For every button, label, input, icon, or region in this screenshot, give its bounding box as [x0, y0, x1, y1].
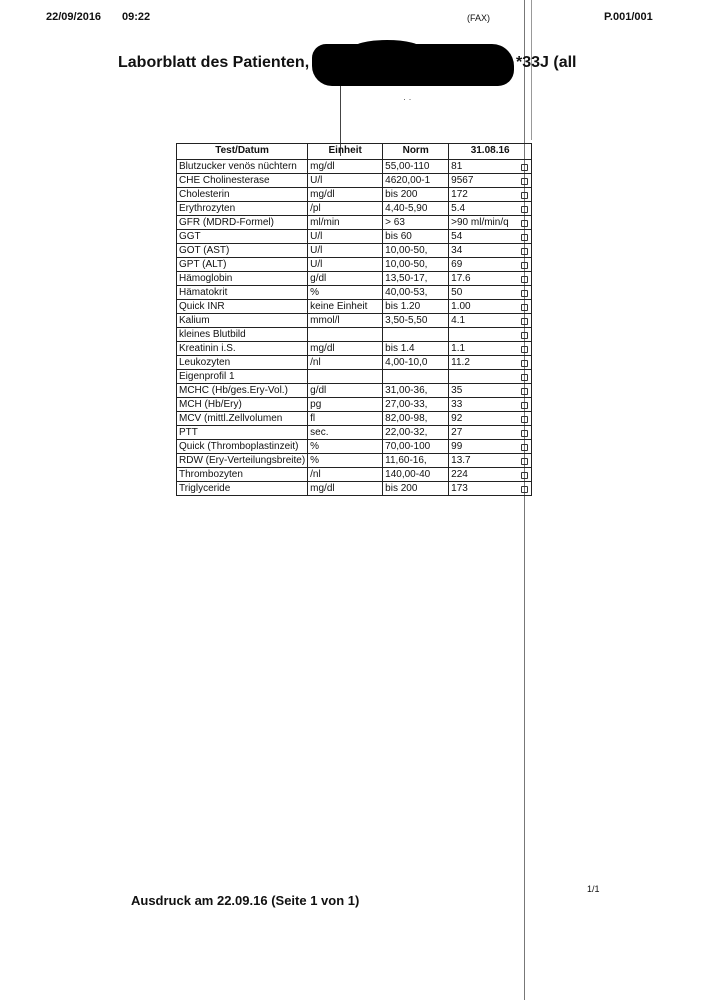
test-name-cell	[177, 370, 308, 384]
norm-cell	[383, 160, 449, 174]
value-cell	[449, 286, 532, 300]
fax-date: 22/09/2016	[46, 11, 102, 23]
value-cell-text: 224	[451, 469, 468, 480]
unit-cell-text: mg/dl	[310, 343, 335, 354]
table-row	[177, 412, 532, 426]
unit-cell-text: U/l	[310, 245, 323, 256]
unit-cell-text: keine Einheit	[310, 301, 368, 312]
document-title: Laborblatt des Patienten,	[118, 54, 310, 71]
test-name-cell	[177, 440, 308, 454]
norm-cell	[383, 174, 449, 188]
unit-cell-text: pg	[310, 399, 322, 410]
column-header-test: Test/Datum	[177, 144, 308, 160]
unit-cell	[308, 468, 383, 482]
unit-cell	[308, 160, 383, 174]
value-cell-text: 17.6	[451, 273, 471, 284]
value-cell-text: 33	[451, 399, 463, 410]
value-cell-text: >90 ml/min/q	[451, 217, 509, 228]
table-row	[177, 272, 532, 286]
checkbox-mark-icon	[521, 444, 528, 451]
table-row	[177, 342, 532, 356]
value-cell-text: 81	[451, 161, 463, 172]
unit-cell	[308, 258, 383, 272]
table-row	[177, 482, 532, 496]
value-cell	[449, 160, 532, 174]
norm-cell	[383, 440, 449, 454]
test-name-cell	[177, 244, 308, 258]
value-cell-text: 27	[451, 427, 463, 438]
test-name-cell	[177, 412, 308, 426]
table-row	[177, 426, 532, 440]
value-cell-text: 11.2	[451, 357, 470, 368]
table-row	[177, 230, 532, 244]
checkbox-mark-icon	[521, 262, 528, 269]
value-cell-text: 1.1	[451, 343, 466, 354]
unit-cell-text: /pl	[310, 203, 321, 214]
test-name-cell	[177, 328, 308, 342]
test-name-cell	[177, 202, 308, 216]
checkbox-mark-icon	[521, 192, 528, 199]
value-cell	[449, 328, 532, 342]
norm-cell	[383, 202, 449, 216]
norm-cell	[383, 314, 449, 328]
test-name-cell-text: Hämatokrit	[179, 287, 228, 298]
test-name-cell-text: Quick (Thromboplastinzeit)	[179, 441, 299, 452]
test-name-cell-text: Kreatinin i.S.	[179, 343, 236, 354]
checkbox-mark-icon	[521, 276, 528, 283]
test-name-cell	[177, 230, 308, 244]
test-name-cell-text: GFR (MDRD-Formel)	[179, 217, 274, 228]
table-row	[177, 244, 532, 258]
checkbox-mark-icon	[521, 458, 528, 465]
table-row	[177, 454, 532, 468]
test-name-cell-text: GGT	[179, 231, 201, 242]
test-name-cell-text: Hämoglobin	[179, 273, 233, 284]
page-count: 1/1	[587, 884, 600, 894]
unit-cell-text: mg/dl	[310, 161, 335, 172]
value-cell	[449, 370, 532, 384]
test-name-cell-text: Quick INR	[179, 301, 225, 312]
norm-cell-text: 27,00-33,	[385, 399, 428, 410]
norm-cell-text: > 63	[385, 217, 405, 228]
unit-cell	[308, 188, 383, 202]
norm-cell	[383, 272, 449, 286]
test-name-cell	[177, 160, 308, 174]
norm-cell-text: 4,00-10,0	[385, 357, 428, 368]
unit-cell	[308, 202, 383, 216]
unit-cell-text: sec.	[310, 427, 329, 438]
table-row	[177, 356, 532, 370]
norm-cell	[383, 398, 449, 412]
norm-cell-text: 82,00-98,	[385, 413, 428, 424]
unit-cell	[308, 300, 383, 314]
unit-cell-text: /nl	[310, 357, 321, 368]
scan-specks: · ·	[403, 94, 412, 104]
norm-cell-text: bis 1.4	[385, 343, 415, 354]
test-name-cell-text: MCHC (Hb/ges.Ery-Vol.)	[179, 385, 288, 396]
checkbox-mark-icon	[521, 360, 528, 367]
unit-cell-text: ml/min	[310, 217, 340, 228]
test-name-cell	[177, 384, 308, 398]
value-cell	[449, 384, 532, 398]
norm-cell	[383, 216, 449, 230]
table-row	[177, 258, 532, 272]
table-header-row	[177, 144, 532, 160]
table-row	[177, 398, 532, 412]
unit-cell	[308, 370, 383, 384]
table-row	[177, 160, 532, 174]
value-cell	[449, 272, 532, 286]
value-cell	[449, 244, 532, 258]
test-name-cell-text: Blutzucker venös nüchtern	[179, 161, 297, 172]
test-name-cell-text: Kalium	[179, 315, 210, 326]
test-name-cell-text: Thrombozyten	[179, 469, 243, 480]
title-suffix: *33J (all	[516, 54, 577, 71]
norm-cell-text: bis 200	[385, 189, 418, 200]
test-name-cell-text: PTT	[179, 427, 198, 438]
test-name-cell	[177, 314, 308, 328]
checkbox-mark-icon	[521, 164, 528, 171]
value-cell	[449, 482, 532, 496]
value-cell	[449, 202, 532, 216]
table-row	[177, 370, 532, 384]
unit-cell-text: fl	[310, 413, 316, 424]
table-row	[177, 384, 532, 398]
norm-cell	[383, 244, 449, 258]
value-cell-text: 4.1	[451, 315, 466, 326]
value-cell	[449, 426, 532, 440]
norm-cell	[383, 370, 449, 384]
norm-cell	[383, 482, 449, 496]
test-name-cell	[177, 216, 308, 230]
value-cell	[449, 454, 532, 468]
test-name-cell	[177, 342, 308, 356]
table-row	[177, 216, 532, 230]
unit-cell-text: %	[310, 287, 320, 298]
column-header-norm: Norm	[383, 144, 449, 160]
test-name-cell-text: GPT (ALT)	[179, 259, 227, 270]
norm-cell	[383, 286, 449, 300]
value-cell-text: 50	[451, 287, 463, 298]
checkbox-mark-icon	[521, 430, 528, 437]
test-name-cell	[177, 174, 308, 188]
unit-cell-text: mg/dl	[310, 189, 335, 200]
norm-cell-text: 4620,00-1	[385, 175, 431, 186]
table-row	[177, 314, 532, 328]
norm-cell	[383, 188, 449, 202]
norm-cell-text: 10,00-50,	[385, 259, 428, 270]
fax-page-number: P.001/001	[604, 11, 653, 23]
value-cell	[449, 174, 532, 188]
test-name-cell	[177, 356, 308, 370]
unit-cell	[308, 384, 383, 398]
value-cell	[449, 314, 532, 328]
test-name-cell	[177, 454, 308, 468]
test-name-cell-text: GOT (AST)	[179, 245, 230, 256]
value-cell	[449, 398, 532, 412]
checkbox-mark-icon	[521, 290, 528, 297]
checkbox-mark-icon	[521, 416, 528, 423]
unit-cell-text: U/l	[310, 231, 323, 242]
unit-cell	[308, 230, 383, 244]
value-cell-text: 13.7	[451, 455, 471, 466]
norm-cell-text: 13,50-17,	[385, 273, 428, 284]
norm-cell-text: 40,00-53,	[385, 287, 428, 298]
unit-cell	[308, 454, 383, 468]
value-cell-text: 5.4	[451, 203, 466, 214]
test-name-cell	[177, 300, 308, 314]
value-cell-text: 54	[451, 231, 463, 242]
test-name-cell-text: Triglyceride	[179, 483, 231, 494]
unit-cell	[308, 356, 383, 370]
norm-cell	[383, 412, 449, 426]
table-row	[177, 328, 532, 342]
checkbox-mark-icon	[521, 374, 528, 381]
norm-cell	[383, 328, 449, 342]
test-name-cell-text: MCH (Hb/Ery)	[179, 399, 242, 410]
unit-cell-text: %	[310, 455, 320, 466]
column-header-unit: Einheit	[308, 144, 383, 160]
test-name-cell	[177, 258, 308, 272]
checkbox-mark-icon	[521, 220, 528, 227]
checkbox-mark-icon	[521, 486, 528, 493]
value-cell-text: 173	[451, 483, 468, 494]
norm-cell-text: 11,60-16,	[385, 455, 427, 466]
norm-cell-text: 3,50-5,50	[385, 315, 428, 326]
value-cell	[449, 188, 532, 202]
checkbox-mark-icon	[521, 472, 528, 479]
value-cell	[449, 300, 532, 314]
value-cell	[449, 356, 532, 370]
value-cell-text: 9567	[451, 175, 474, 186]
checkbox-mark-icon	[521, 388, 528, 395]
test-name-cell	[177, 398, 308, 412]
printout-note: Ausdruck am 22.09.16 (Seite 1 von 1)	[131, 893, 360, 908]
unit-cell	[308, 216, 383, 230]
unit-cell-text: %	[310, 441, 320, 452]
norm-cell-text: bis 1.20	[385, 301, 421, 312]
norm-cell	[383, 426, 449, 440]
norm-cell-text: bis 200	[385, 483, 418, 494]
norm-cell-text: 4,40-5,90	[385, 203, 428, 214]
checkbox-mark-icon	[521, 234, 528, 241]
value-cell-text: 92	[451, 413, 463, 424]
value-cell-text: 172	[451, 189, 468, 200]
norm-cell-text: 140,00-40	[385, 469, 431, 480]
test-name-cell-text: Leukozyten	[179, 357, 231, 368]
unit-cell-text: mg/dl	[310, 483, 335, 494]
norm-cell	[383, 258, 449, 272]
norm-cell	[383, 356, 449, 370]
test-name-cell	[177, 482, 308, 496]
lab-results-table	[176, 143, 532, 496]
fax-label: (FAX)	[467, 13, 491, 23]
checkbox-mark-icon	[521, 206, 528, 213]
value-cell	[449, 342, 532, 356]
norm-cell-text: 10,00-50,	[385, 245, 428, 256]
test-name-cell-text: kleines Blutbild	[179, 329, 246, 340]
checkbox-mark-icon	[521, 178, 528, 185]
unit-cell	[308, 426, 383, 440]
norm-cell	[383, 342, 449, 356]
value-cell	[449, 216, 532, 230]
norm-cell	[383, 300, 449, 314]
unit-cell	[308, 174, 383, 188]
fax-header	[0, 11, 710, 29]
test-name-cell-text: MCV (mittl.Zellvolumen	[179, 413, 283, 424]
table-row	[177, 174, 532, 188]
value-cell-text: 34	[451, 245, 463, 256]
table-row	[177, 286, 532, 300]
value-cell	[449, 440, 532, 454]
norm-cell	[383, 384, 449, 398]
test-name-cell-text: CHE Cholinesterase	[179, 175, 270, 186]
value-cell	[449, 230, 532, 244]
test-name-cell	[177, 426, 308, 440]
checkbox-mark-icon	[521, 346, 528, 353]
norm-cell-text: 70,00-100	[385, 441, 431, 452]
norm-cell	[383, 230, 449, 244]
fax-time: 09:22	[122, 11, 151, 23]
norm-cell-text: bis 60	[385, 231, 412, 242]
unit-cell	[308, 412, 383, 426]
unit-cell-text: mmol/l	[310, 315, 340, 326]
norm-cell	[383, 454, 449, 468]
value-cell-text: 1.00	[451, 301, 471, 312]
unit-cell	[308, 440, 383, 454]
unit-cell	[308, 272, 383, 286]
test-name-cell	[177, 272, 308, 286]
norm-cell-text: 22,00-32,	[385, 427, 428, 438]
norm-cell-text: 55,00-110	[385, 161, 430, 172]
table-row	[177, 188, 532, 202]
table-row	[177, 202, 532, 216]
checkbox-mark-icon	[521, 332, 528, 339]
unit-cell	[308, 398, 383, 412]
unit-cell-text: g/dl	[310, 385, 327, 396]
test-name-cell-text: RDW (Ery-Verteilungsbreite)	[179, 455, 306, 466]
test-name-cell-text: Cholesterin	[179, 189, 230, 200]
value-cell-text: 35	[451, 385, 463, 396]
unit-cell-text: g/dl	[310, 273, 327, 284]
norm-cell	[383, 468, 449, 482]
test-name-cell	[177, 188, 308, 202]
unit-cell	[308, 342, 383, 356]
value-cell-text: 99	[451, 441, 463, 452]
test-name-cell-text: Eigenprofil 1	[179, 371, 235, 382]
redaction-mark	[312, 44, 514, 86]
value-cell	[449, 468, 532, 482]
checkbox-mark-icon	[521, 248, 528, 255]
norm-cell-text: 31,00-36,	[385, 385, 428, 396]
test-name-cell-text: Erythrozyten	[179, 203, 236, 214]
table-row	[177, 300, 532, 314]
checkbox-mark-icon	[521, 318, 528, 325]
unit-cell	[308, 328, 383, 342]
column-header-date: 31.08.16	[449, 144, 532, 160]
unit-cell-text: /nl	[310, 469, 321, 480]
checkbox-mark-icon	[521, 304, 528, 311]
table-row	[177, 440, 532, 454]
value-cell	[449, 412, 532, 426]
table-row	[177, 468, 532, 482]
unit-cell	[308, 314, 383, 328]
unit-cell	[308, 286, 383, 300]
unit-cell	[308, 482, 383, 496]
test-name-cell	[177, 286, 308, 300]
test-name-cell	[177, 468, 308, 482]
unit-cell-text: U/l	[310, 259, 323, 270]
value-cell-text: 69	[451, 259, 463, 270]
lab-results-body	[177, 160, 532, 496]
checkbox-mark-icon	[521, 402, 528, 409]
unit-cell	[308, 244, 383, 258]
value-cell	[449, 258, 532, 272]
unit-cell-text: U/l	[310, 175, 323, 186]
